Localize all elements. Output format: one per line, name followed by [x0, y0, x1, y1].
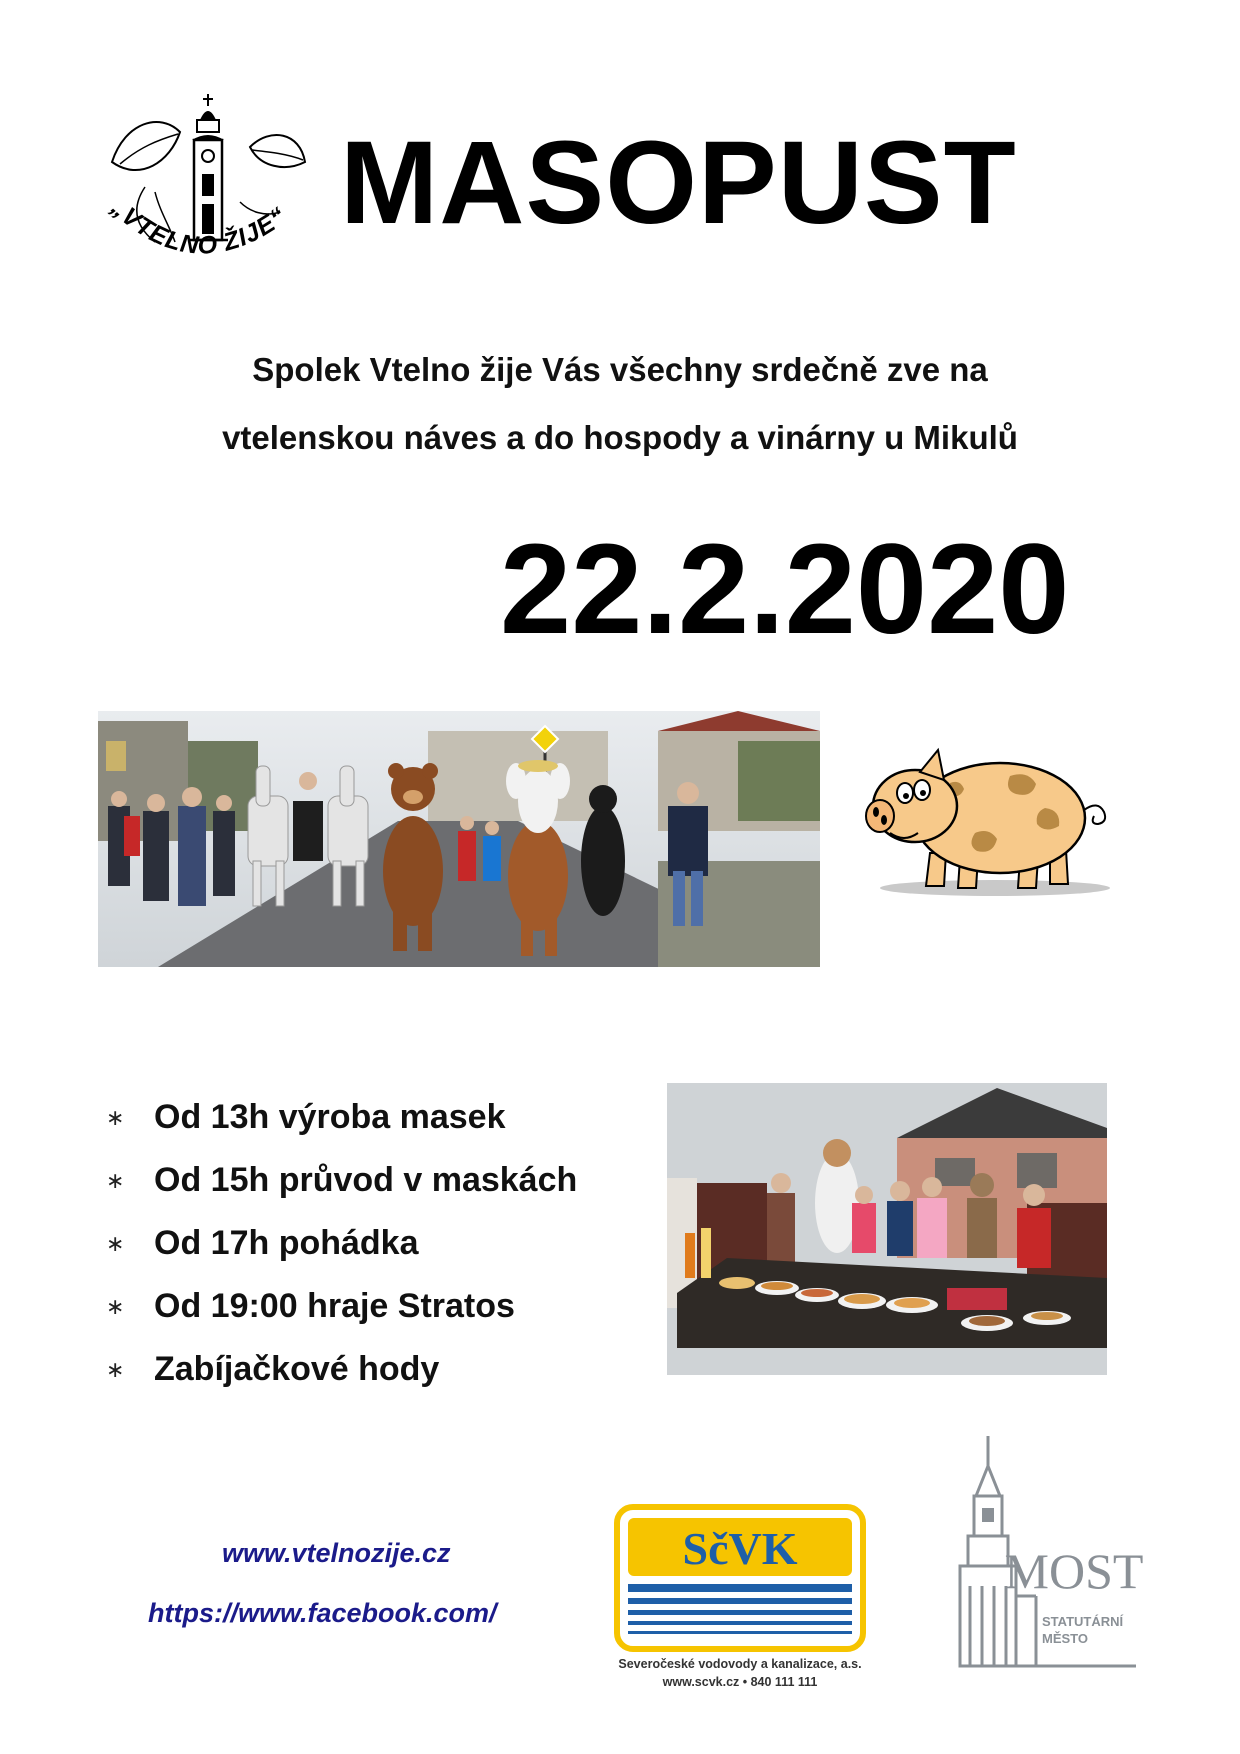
- bullet-icon: ∗: [106, 1357, 125, 1382]
- program-item-text: Od 19:00 hraje Stratos: [154, 1287, 515, 1325]
- most-name: MOST: [1004, 1543, 1144, 1599]
- feast-photo: [667, 1083, 1107, 1375]
- website-link[interactable]: www.vtelnozije.cz: [222, 1538, 451, 1568]
- scvk-logo-text: SčVK: [682, 1523, 798, 1574]
- bullet-icon: ∗: [106, 1105, 125, 1130]
- most-subtitle-2: MĚSTO: [1042, 1631, 1088, 1646]
- bullet-icon: ∗: [106, 1168, 125, 1193]
- bullet-icon: ∗: [106, 1294, 125, 1319]
- program-item-text: Od 15h průvod v maskách: [154, 1161, 578, 1199]
- logo-text: „VTELNO ŽIJE“: [105, 193, 293, 260]
- program-item-text: Zabíjačkové hody: [154, 1350, 440, 1388]
- scvk-logo: [614, 1504, 866, 1652]
- poster-title: MASOPUST: [340, 117, 1017, 249]
- invitation-text: [100, 336, 1140, 472]
- cartoon-pig-icon: [860, 738, 1122, 898]
- svg-text:„VTELNO ŽIJE“: [105, 193, 292, 260]
- scvk-name: Severočeské vodovody a kanalizace, a.s.: [618, 1657, 862, 1671]
- program-item-text: Od 13h výroba masek: [154, 1098, 506, 1136]
- parade-photo: [98, 711, 820, 967]
- facebook-link[interactable]: https://www.facebook.com/: [148, 1598, 497, 1628]
- event-date: 22.2.2020: [500, 518, 1070, 661]
- program-item: [100, 1212, 660, 1275]
- bullet-icon: ∗: [106, 1231, 125, 1256]
- program-item: [100, 1338, 660, 1401]
- vtelno-zije-logo: [100, 92, 315, 287]
- invitation-line-2: vtelenskou náves a do hospody a vinárny u Mikulů: [222, 419, 1018, 456]
- scvk-contact: www.scvk.cz • 840 111 111: [662, 1675, 818, 1689]
- invitation-line-1: Spolek Vtelno žije Vás všechny srdečně zve na: [252, 351, 988, 388]
- program-list: [100, 1086, 660, 1401]
- most-city-logo: [946, 1436, 1146, 1668]
- scvk-caption: [600, 1655, 880, 1691]
- program-item: [100, 1086, 660, 1149]
- program-item-text: Od 17h pohádka: [154, 1224, 419, 1262]
- most-subtitle-1: STATUTÁRNÍ: [1042, 1614, 1124, 1629]
- program-item: [100, 1275, 660, 1338]
- program-item: [100, 1149, 660, 1212]
